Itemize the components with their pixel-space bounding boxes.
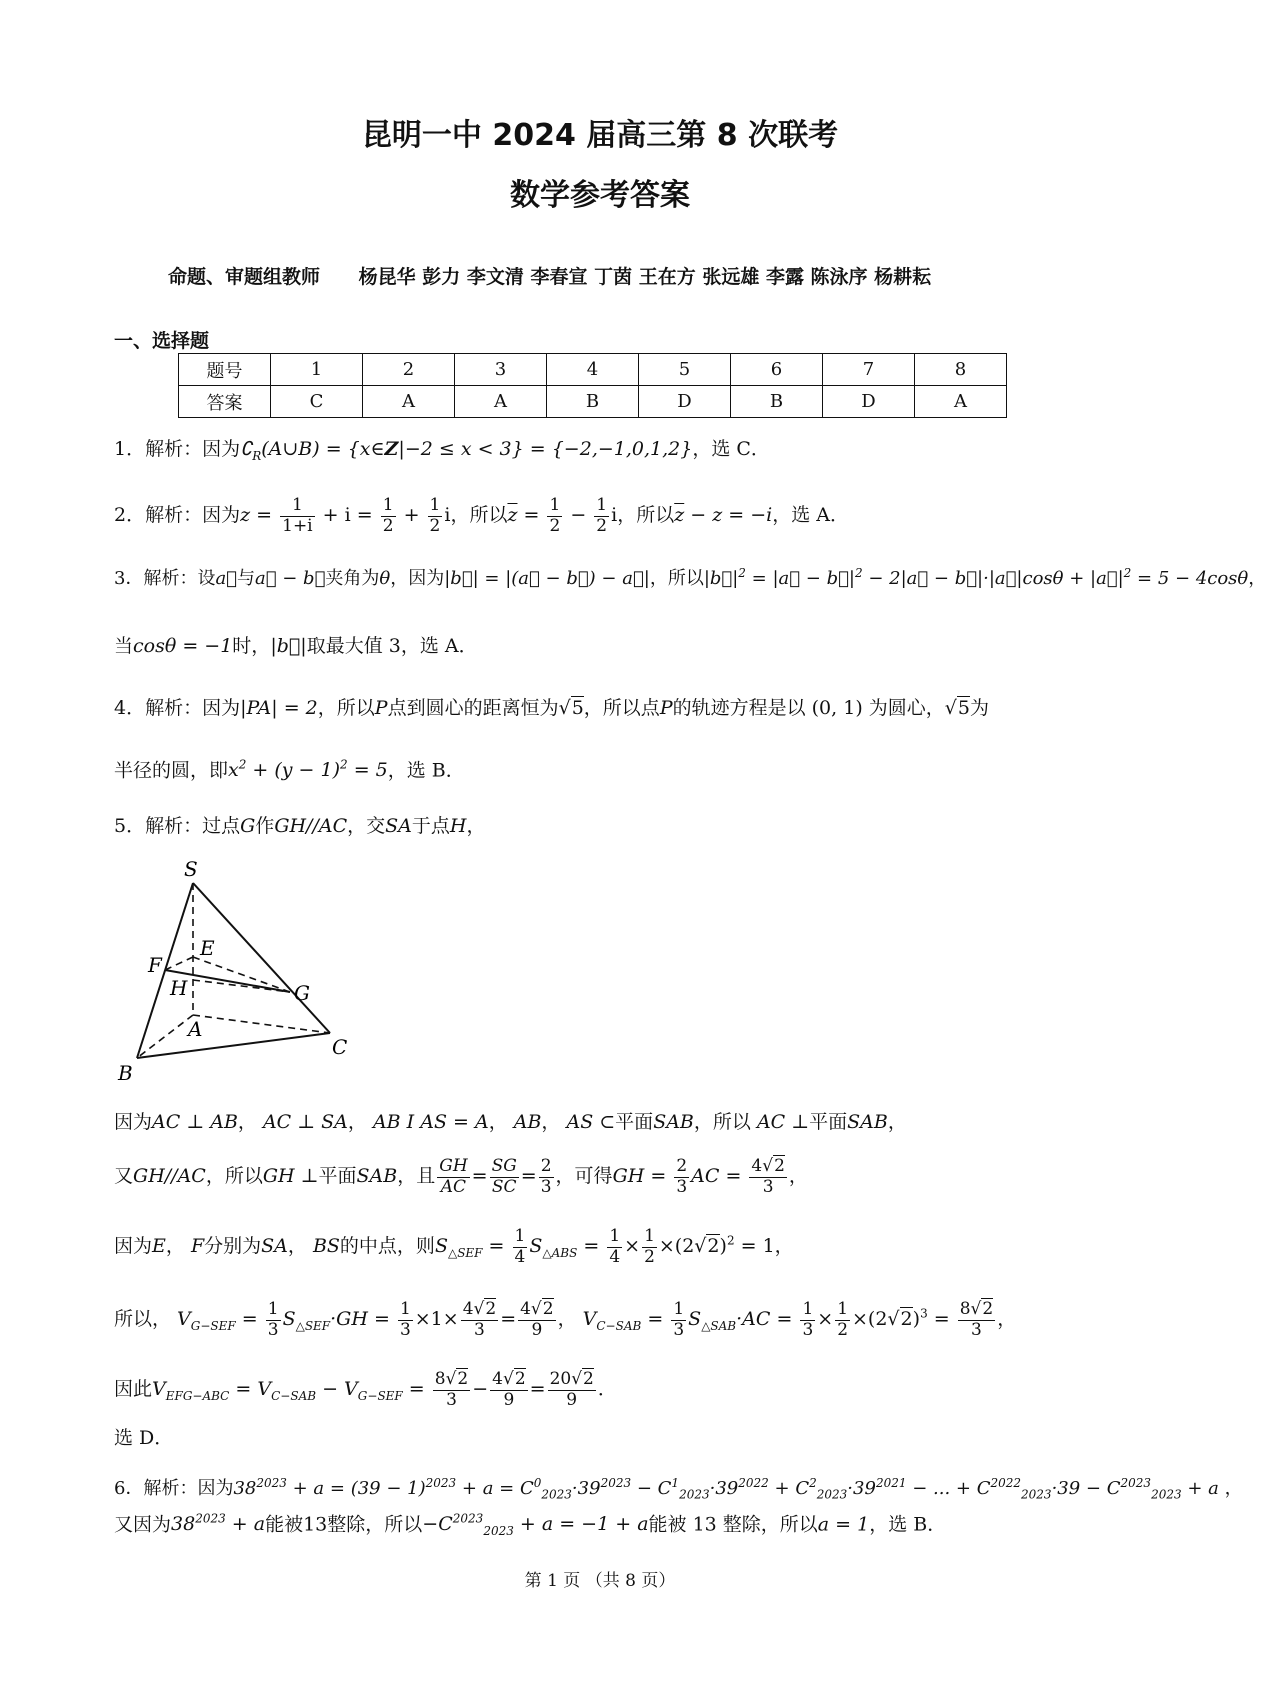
solution-text: ，选 B．: [869, 1513, 947, 1536]
solution-text: ，: [774, 1235, 794, 1258]
fraction: $\frac{4√2}{9}$: [492, 1369, 526, 1410]
math-formula: ×: [817, 1308, 834, 1331]
vertex-label-A: A: [188, 1017, 203, 1041]
solution-text: ，: [237, 1111, 263, 1133]
solution-text: 解析：因为: [145, 504, 241, 527]
math-formula: F: [190, 1235, 205, 1258]
solution-text: 取最大值 3，选 A．: [306, 635, 478, 657]
math-formula: E: [152, 1235, 166, 1258]
solution-number: 2．: [114, 504, 146, 527]
question-cell: 3: [455, 354, 547, 386]
math-formula: AC ⊥ SA: [262, 1111, 348, 1133]
solution-text: ，所以: [450, 504, 508, 527]
solution-text: ，: [347, 1111, 373, 1133]
answer-cell: A: [363, 386, 455, 418]
math-formula: AC =: [691, 1165, 748, 1188]
solution-text: 的轨迹方程是以 (0, 1) 为圆心，: [672, 697, 945, 719]
answer-row: [179, 386, 1007, 418]
solution-text: 又因为: [114, 1513, 172, 1536]
math-formula: GH//AC: [274, 815, 348, 837]
solution-text: ，: [541, 1111, 567, 1133]
solution-text: 因此: [114, 1378, 153, 1401]
math-formula: √5: [944, 697, 970, 719]
solution-text: ，且: [397, 1165, 436, 1188]
solution-6-line-2: [114, 1512, 946, 1539]
solution-text: ，: [165, 1235, 191, 1258]
vertex-label-C: C: [332, 1035, 348, 1059]
fraction: $\frac{GH}{AC}$: [439, 1156, 468, 1197]
math-formula: =: [520, 1165, 537, 1188]
solution-text: 平面: [809, 1111, 848, 1133]
question-row-label: 题号: [179, 354, 271, 386]
math-formula: SA: [385, 815, 412, 837]
math-formula: $V_{EFG-ABC} = V_{C-SAB} - V_{G-SEF}$ =: [152, 1378, 431, 1403]
math-formula: θ: [379, 568, 391, 589]
answer-row-label: 答案: [179, 386, 271, 418]
solution-text: 解析：因为: [145, 438, 241, 460]
solution-text: 因为: [114, 1111, 153, 1133]
math-formula: AC ⊥: [756, 1111, 810, 1133]
solution-text: 为: [969, 697, 989, 719]
fraction: $\frac{SG}{SC}$: [491, 1156, 517, 1197]
solution-text: 分别为: [204, 1235, 262, 1258]
question-row: [179, 354, 1007, 386]
solution-text: 能被 13 整除，所以: [648, 1513, 818, 1536]
math-formula: $x^2 + (y - 1)^2 = 5$: [228, 758, 388, 782]
math-formula: P: [659, 697, 673, 719]
math-formula: √5: [558, 697, 584, 719]
solution-text: 解析：过点: [145, 815, 241, 837]
solution-5-choice: 选 D．: [114, 1427, 174, 1449]
solution-text: 因为: [114, 1235, 153, 1258]
fraction: $\frac{2}{3}$: [540, 1156, 552, 1197]
solution-number: 1．: [114, 438, 146, 460]
math-formula: SA: [261, 1235, 288, 1258]
solution-text: ，所以点: [583, 697, 660, 719]
answer-cell: B: [547, 386, 639, 418]
math-formula: |PA| = 2: [240, 697, 318, 719]
pyramid-figure: [110, 858, 360, 1088]
solution-text: 于点: [411, 815, 450, 837]
fraction: $\frac{1}{2}$: [644, 1226, 655, 1267]
math-formula: AS ⊂: [566, 1111, 616, 1133]
solution-text: ，选 B．: [387, 759, 465, 782]
math-formula: + i =: [316, 504, 379, 527]
solution-4: [114, 697, 989, 720]
solution-text: ，: [788, 1165, 808, 1188]
solution-text: 平面: [615, 1111, 654, 1133]
fraction: $\frac{1}{3}$: [267, 1299, 279, 1340]
math-formula: $\overline{z}$ =: [507, 504, 546, 527]
solution-text: ，所以: [205, 1165, 263, 1188]
math-formula: BS: [312, 1235, 340, 1258]
answer-cell: A: [455, 386, 547, 418]
page-subtitle: 数学参考答案: [510, 178, 690, 213]
answer-cell: A: [915, 386, 1007, 418]
math-formula: 13: [303, 1513, 328, 1536]
solution-text: ，选 C．: [692, 438, 770, 460]
math-formula: $S_{\triangle SAB}\cdot AC$ =: [688, 1308, 799, 1333]
math-formula: $\overline{z} - z = -i$: [674, 504, 773, 527]
solution-text: ，可得: [555, 1165, 613, 1188]
authors-line: [168, 262, 931, 289]
solution-number: 6．: [114, 1478, 144, 1499]
solution-text: 所以，: [114, 1308, 172, 1331]
fraction: $\frac{1}{3}$: [802, 1299, 814, 1340]
solution-text: ，交: [347, 815, 386, 837]
solution-text: ，所以: [317, 697, 375, 719]
math-formula: G: [240, 815, 256, 837]
math-formula: $S_{\triangle ABS}$ =: [529, 1235, 606, 1260]
fraction: $\frac{1}{2}$: [596, 495, 608, 536]
solution-number: 5．: [114, 815, 146, 837]
math-formula: ×1×: [414, 1308, 459, 1331]
math-formula: $S_{\triangle SEF}$ =: [434, 1235, 511, 1260]
math-formula: $V_{G-SEF}$ =: [171, 1308, 264, 1333]
authors-names: 杨昆华 彭力 李文清 李春宣 丁茵 王在方 张远雄 李露 陈泳序 杨耕耘: [358, 266, 932, 288]
math-formula: $|b⃗|^2$ = |a⃗ − $b⃗|^2$ − 2|a⃗ − b⃗|·|a⃗|cosθ + $|a⃗|^2 = 5 - 4\cos\theta$: [703, 566, 1249, 589]
math-formula: $-C^{2023}_{2023} + a = -1 + a$: [422, 1512, 649, 1539]
solution-5-line-5: [114, 1370, 617, 1410]
math-formula: GH ⊥: [262, 1165, 319, 1188]
question-cell: 5: [639, 354, 731, 386]
point-label-F: F: [148, 953, 162, 977]
solution-3: [114, 566, 1266, 590]
solution-5-line-2: [114, 1157, 808, 1197]
fraction: $\frac{1}{1+i}$: [282, 495, 313, 536]
solution-text: ，: [1218, 1478, 1243, 1499]
vertex-label-S: S: [184, 857, 198, 881]
math-formula: GH//AC: [133, 1165, 206, 1188]
solution-text: ，因为: [390, 568, 445, 589]
fraction: $\frac{1}{2}$: [549, 495, 561, 536]
fraction: $\frac{1}{4}$: [514, 1226, 526, 1267]
math-formula: ×: [624, 1235, 641, 1258]
solution-text: ，: [997, 1308, 1017, 1331]
question-cell: 1: [271, 354, 363, 386]
solution-text: 解析：设: [143, 568, 216, 589]
solution-6: [114, 1476, 1243, 1502]
solution-3-line-2: [114, 635, 478, 658]
solution-text: ，: [488, 1111, 514, 1133]
solution-text: ，选 A．: [772, 504, 850, 527]
solution-text: 整除，所以: [327, 1513, 423, 1536]
answer-cell: D: [639, 386, 731, 418]
math-formula: +: [397, 504, 426, 527]
solution-number: 3．: [114, 568, 144, 589]
question-cell: 4: [547, 354, 639, 386]
solution-text: ，: [287, 1235, 313, 1258]
answer-table: [178, 353, 1007, 418]
fraction: $\frac{1}{2}$: [429, 495, 441, 536]
math-formula: P: [374, 697, 388, 719]
solution-4-line-2: [114, 758, 465, 782]
solution-text: 时，: [232, 635, 271, 657]
math-formula: a⃗: [215, 568, 237, 589]
point-label-H: H: [170, 976, 188, 1000]
math-formula: =: [529, 1378, 546, 1401]
math-formula: $\times(2√2)^2 = 1$: [658, 1233, 775, 1258]
solution-text: 能被: [265, 1513, 304, 1536]
solution-text: 当: [114, 635, 134, 657]
page-footer: 第 1 页 （共 8 页）: [524, 1571, 676, 1591]
solution-text: ，所以: [693, 1111, 757, 1133]
math-formula: i: [444, 504, 451, 527]
math-formula: SAB: [847, 1111, 888, 1133]
math-formula: SAB: [653, 1111, 694, 1133]
fraction: $\frac{4√2}{9}$: [520, 1299, 554, 1340]
answer-cell: B: [731, 386, 823, 418]
solution-text: ，所以: [649, 568, 704, 589]
solution-1: [114, 438, 770, 463]
solution-text: ．: [597, 1378, 617, 1401]
solution-text: ，: [557, 1308, 583, 1331]
page-title: 昆明一中 2024 届高三第 8 次联考: [361, 118, 839, 153]
point-label-E: E: [200, 936, 215, 960]
solution-text: 作: [255, 815, 275, 837]
math-formula: $\times(2√2)^3$ =: [852, 1306, 956, 1331]
math-formula: $∁_R(A\cup B)$ = {x∈Z|−2 ≤ x < 3} = {−2,−1,0,1,2}: [240, 438, 693, 463]
fraction: $\frac{1}{2}$: [837, 1299, 849, 1340]
fraction: $\frac{1}{4}$: [609, 1226, 621, 1267]
math-formula: −: [564, 504, 593, 527]
solution-5-line-4: [114, 1300, 1016, 1340]
point-label-G: G: [294, 981, 310, 1005]
solution-text: 解析：因为: [145, 697, 241, 719]
solution-text: ，: [887, 1111, 907, 1133]
solution-text: 解析：因为: [143, 1478, 234, 1499]
fraction: $\frac{8√2}{3}$: [959, 1299, 994, 1340]
math-formula: a = 1: [817, 1513, 870, 1536]
question-cell: 6: [731, 354, 823, 386]
math-formula: −: [472, 1378, 489, 1401]
math-formula: $V_{C-SAB}$ =: [582, 1308, 670, 1333]
solution-5-line-3: [114, 1227, 794, 1267]
math-formula: |b⃗|: [270, 635, 307, 657]
solution-text: 的中点，则: [339, 1235, 435, 1258]
math-formula: z =: [240, 504, 279, 527]
authors-label: 命题、审题组教师: [168, 266, 321, 288]
question-cell: 7: [823, 354, 915, 386]
solution-text: ，: [466, 815, 486, 837]
solution-5-line-1: [114, 1111, 907, 1134]
solution-text: 夹角为: [325, 568, 380, 589]
math-formula: $38^{2023} + a = (39 - 1)^{2023} + a = C^0_{2023}\cdot 39^{2023} - C^1_{2023}\cdot 39^{2022} + C^2_{2023}\cdot 39^{2021}$ − ... + $C^{2022}_{2023}\cdot 39 - C^{2023}_{2023} + a$: [233, 1476, 1219, 1502]
math-formula: H: [449, 815, 467, 837]
math-formula: i: [611, 504, 618, 527]
math-formula: =: [500, 1308, 517, 1331]
math-formula: GH =: [612, 1165, 673, 1188]
solution-2: [114, 496, 849, 536]
solution-text: 半径的圆，即: [114, 759, 229, 782]
math-formula: =: [471, 1165, 488, 1188]
fraction: $\frac{1}{2}$: [382, 495, 394, 536]
solution-text: 又: [114, 1165, 134, 1188]
fraction: $\frac{4√2}{3}$: [751, 1156, 785, 1197]
edge-AC: [193, 1015, 330, 1033]
math-formula: AB I AS = A: [372, 1111, 489, 1133]
math-formula: $38^{2023} + a$: [171, 1512, 266, 1536]
solution-text: 点到圆心的距离恒为: [387, 697, 559, 719]
section-heading: 一、选择题: [114, 330, 210, 352]
math-formula: SAB: [356, 1165, 398, 1188]
math-formula: AC ⊥ AB: [152, 1111, 238, 1133]
math-formula: cosθ = −1: [133, 635, 233, 657]
solution-text: 与: [237, 568, 255, 589]
math-formula: |b⃗| = |(a⃗ − b⃗) − a⃗|: [444, 568, 650, 589]
solution-text: 平面: [318, 1165, 357, 1188]
question-cell: 8: [915, 354, 1007, 386]
math-formula: AB: [513, 1111, 542, 1133]
fraction: $\frac{1}{3}$: [399, 1299, 411, 1340]
fraction: $\frac{8√2}{3}$: [434, 1369, 469, 1410]
answer-cell: D: [823, 386, 915, 418]
fraction: $\frac{1}{3}$: [673, 1299, 685, 1340]
fraction: $\frac{2}{3}$: [676, 1156, 688, 1197]
answer-cell: C: [271, 386, 363, 418]
solution-text: ，: [1248, 568, 1266, 589]
question-cell: 2: [363, 354, 455, 386]
solution-text: ，所以: [617, 504, 675, 527]
fraction: $\frac{20√2}{9}$: [549, 1369, 594, 1410]
math-formula: a⃗ − b⃗: [255, 568, 326, 589]
solution-number: 4．: [114, 697, 146, 719]
math-formula: $S_{\triangle SEF}\cdot GH$ =: [282, 1308, 396, 1333]
solution-5: [114, 815, 486, 838]
fraction: $\frac{4√2}{3}$: [462, 1299, 497, 1340]
edge-BC: [137, 1033, 330, 1058]
vertex-label-B: B: [118, 1061, 133, 1085]
